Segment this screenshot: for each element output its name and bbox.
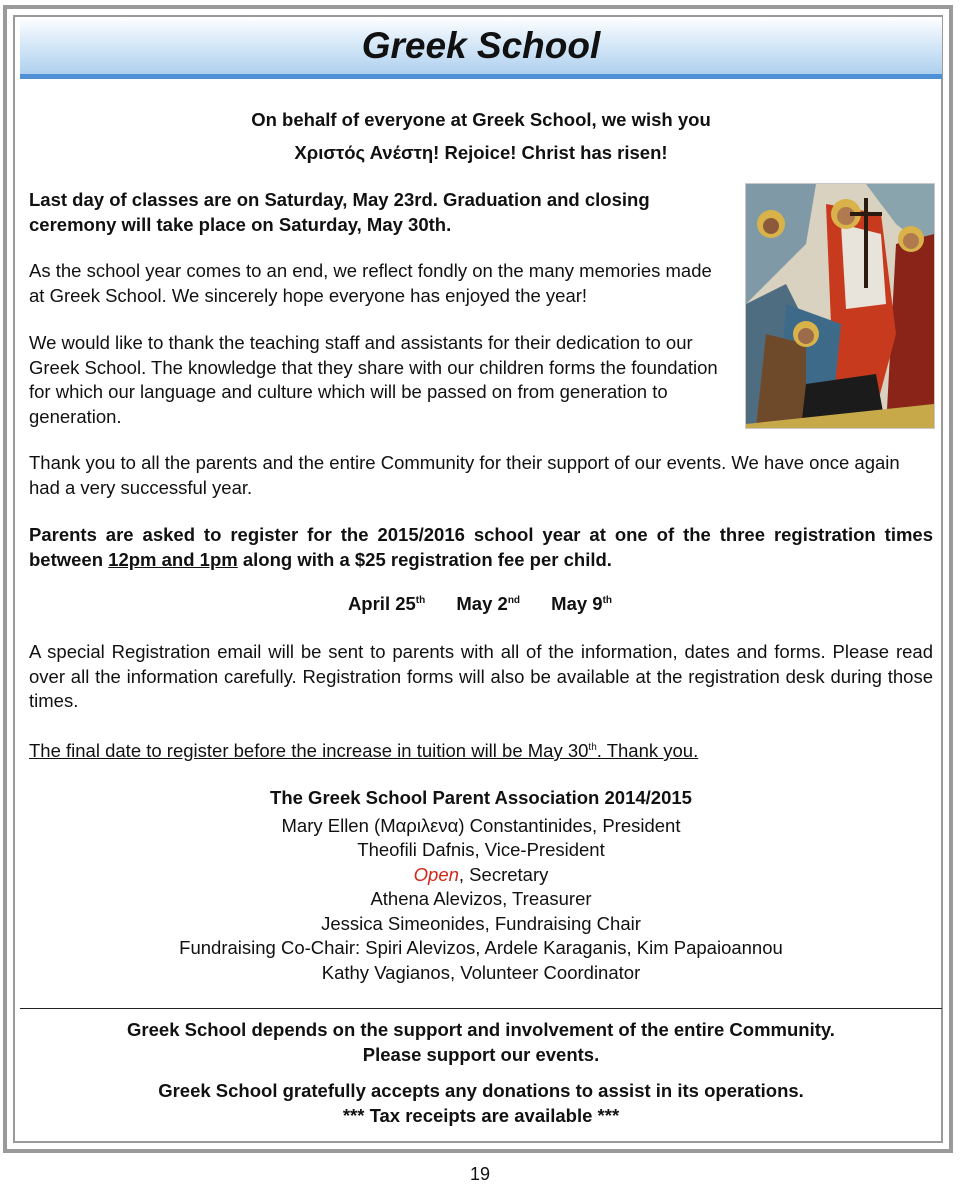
association-member-secretary: Open, Secretary bbox=[413, 864, 549, 885]
thank-parents-paragraph: Thank you to all the parents and the entire Community for their support of our events. We have once again had a very successful year. bbox=[29, 452, 900, 498]
donations-line-2: *** Tax receipts are available *** bbox=[342, 1105, 620, 1126]
divider bbox=[20, 1008, 942, 1009]
final-date-paragraph: The final date to register before the increase in tuition will be May 30th. Thank you. bbox=[29, 740, 699, 761]
registration-times: 12pm and 1pm bbox=[108, 548, 238, 570]
secretary-open-label: Open bbox=[413, 864, 459, 885]
reflect-paragraph: As the school year comes to an end, we reflect fondly on the many memories made at Greek School. We sincerely hope everyone has enjoyed the year! bbox=[29, 260, 712, 306]
registration-date: May 2nd bbox=[456, 593, 521, 614]
registration-date: April 25th bbox=[347, 593, 426, 614]
thank-staff-paragraph: We would like to thank the teaching staff and assistants for their dedication to our Greek School. The knowledge that they share with our children forms the foundation for which our language and culture which will be passed on from generation to generation. bbox=[29, 332, 718, 427]
association-member: Athena Alevizos, Treasurer bbox=[370, 888, 592, 909]
association-member: Kathy Vagianos, Volunteer Coordinator bbox=[321, 962, 641, 983]
resurrection-icon bbox=[746, 184, 934, 428]
resurrection-icon-image bbox=[745, 183, 935, 429]
email-note-paragraph: A special Registration email will be sent to parents with all of the information, dates and forms. Please read over all the information carefully. Registration forms will also be available at the registration desk during those times. bbox=[29, 641, 933, 711]
last-day-paragraph: Last day of classes are on Saturday, May 23rd. Graduation and closing ceremony will take place on Saturday, May 30th. bbox=[29, 189, 650, 235]
association-member: Mary Ellen (Μαριλενα) Constantinides, President bbox=[281, 815, 681, 836]
page-number: 19 bbox=[469, 1164, 491, 1184]
support-line-2: Please support our events. bbox=[362, 1044, 600, 1065]
page-title: Greek School bbox=[361, 25, 601, 66]
registration-date: May 9th bbox=[551, 593, 613, 614]
association-member: Jessica Simeonides, Fundraising Chair bbox=[321, 913, 641, 934]
association-member: Fundraising Co-Chair: Spiri Alevizos, Ardele Karaganis, Kim Papaioannou bbox=[179, 937, 783, 958]
title-banner bbox=[20, 17, 942, 79]
support-line-1: Greek School depends on the support and involvement of the entire Community. bbox=[127, 1019, 835, 1040]
register-paragraph: Parents are asked to register for the 2015/2016 school year at one of the three registration times between 12pm and 1pm along with a $25 registration fee per child. bbox=[29, 524, 933, 570]
association-member: Theofili Dafnis, Vice-President bbox=[357, 839, 605, 860]
donations-line-1: Greek School gratefully accepts any donations to assist in its operations. bbox=[158, 1080, 804, 1101]
greeting-line-1: On behalf of everyone at Greek School, we wish you bbox=[251, 109, 711, 130]
association-heading: The Greek School Parent Association 2014/2015 bbox=[270, 787, 692, 808]
greeting-line-2: Χριστός Ανέστη! Rejoice! Christ has risen! bbox=[294, 142, 668, 163]
registration-dates bbox=[0, 593, 960, 615]
